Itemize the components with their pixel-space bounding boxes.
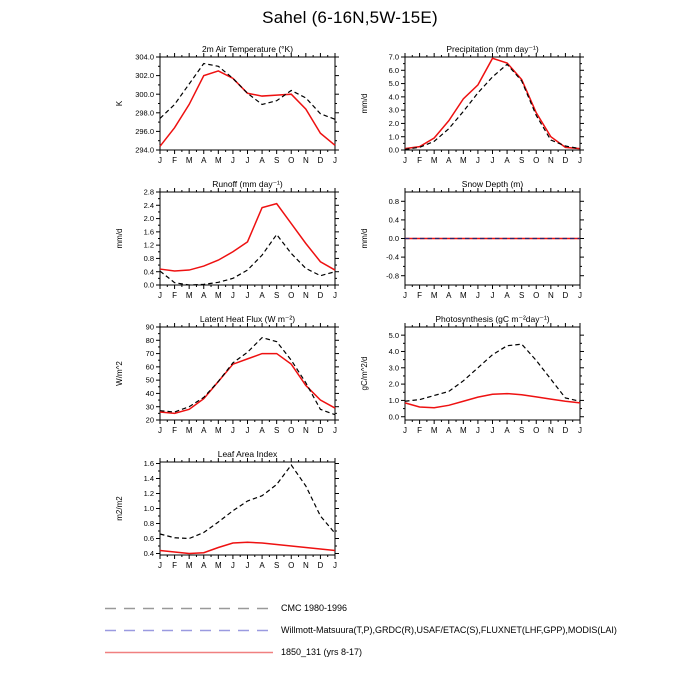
x-tick-label: F — [172, 291, 178, 300]
y-axis-label: mm/d — [360, 93, 369, 114]
x-tick-label: D — [317, 291, 324, 300]
model-series-line — [160, 204, 335, 271]
x-tick-label: M — [430, 426, 438, 435]
chart-leaf-area-index — [115, 449, 339, 570]
y-tick-label: 302.0 — [135, 71, 154, 81]
x-tick-label: S — [273, 561, 280, 570]
y-tick-label: 80 — [145, 335, 154, 345]
x-tick-label: J — [158, 156, 162, 165]
y-tick-label: 0.0 — [388, 145, 399, 155]
y-axis-label: W/m^2 — [115, 361, 124, 386]
obs-series-line — [160, 465, 335, 539]
x-tick-label: J — [333, 291, 337, 300]
y-tick-label: 5.0 — [388, 79, 399, 89]
solid-line-swatch-red — [105, 650, 273, 655]
y-tick-label: 304.0 — [135, 52, 154, 62]
y-tick-label: 30 — [145, 402, 154, 412]
x-tick-label: M — [214, 156, 222, 165]
plot-box — [405, 327, 580, 420]
model-series-line — [405, 58, 580, 148]
x-tick-label: M — [214, 291, 222, 300]
chart-air-temperature — [115, 44, 339, 165]
x-tick-label: D — [562, 156, 569, 165]
y-axis-label: mm/d — [360, 228, 369, 249]
model-series-line — [160, 354, 335, 414]
x-tick-label: D — [317, 156, 324, 165]
y-tick-label: -0.4 — [386, 252, 399, 262]
x-tick-label: M — [459, 426, 467, 435]
y-tick-label: 7.0 — [388, 52, 399, 62]
y-tick-label: 1.0 — [388, 132, 399, 142]
y-tick-label: 20 — [145, 415, 154, 425]
x-tick-label: A — [504, 426, 510, 435]
plot-box — [405, 57, 580, 150]
x-tick-label: J — [578, 156, 582, 165]
x-tick-label: J — [333, 156, 337, 165]
y-tick-label: 0.8 — [388, 196, 399, 206]
y-tick-label: 298.0 — [135, 108, 154, 118]
chart-title: Precipitation (mm day⁻¹) — [446, 44, 539, 54]
y-tick-label: 300.0 — [135, 89, 154, 99]
x-tick-label: J — [230, 426, 235, 435]
x-tick-label: M — [459, 156, 467, 165]
model-series-line — [405, 394, 580, 408]
y-tick-label: 1.0 — [143, 504, 154, 514]
x-tick-label: J — [245, 426, 250, 435]
y-tick-label: 3.0 — [388, 363, 399, 373]
x-tick-label: A — [504, 156, 510, 165]
x-tick-label: J — [475, 426, 480, 435]
chart-title: Snow Depth (m) — [461, 179, 524, 189]
x-tick-label: S — [518, 426, 525, 435]
x-tick-label: O — [288, 426, 295, 435]
y-tick-label: 1.2 — [143, 489, 154, 499]
chart-title: Photosynthesis (gC m⁻²day⁻¹) — [435, 314, 550, 324]
x-tick-label: M — [430, 291, 438, 300]
x-tick-label: J — [490, 156, 495, 165]
x-tick-label: D — [562, 291, 569, 300]
x-tick-label: N — [547, 426, 554, 435]
y-tick-label: 0.4 — [143, 267, 154, 277]
obs-series-line — [405, 64, 580, 149]
x-tick-label: S — [273, 426, 280, 435]
y-tick-label: 3.0 — [388, 105, 399, 115]
x-tick-label: O — [288, 291, 295, 300]
y-tick-label: 1.6 — [143, 459, 154, 469]
y-tick-label: 2.0 — [143, 214, 154, 224]
x-tick-label: A — [201, 291, 207, 300]
x-tick-label: J — [403, 291, 407, 300]
y-tick-label: 60 — [145, 362, 154, 372]
x-tick-label: N — [302, 426, 309, 435]
x-tick-label: A — [259, 426, 265, 435]
plot-box — [160, 462, 335, 555]
y-tick-label: 90 — [145, 322, 154, 332]
y-tick-label: 0.8 — [143, 254, 154, 264]
y-tick-label: 70 — [145, 349, 154, 359]
x-tick-label: J — [490, 426, 495, 435]
x-tick-label: O — [533, 426, 540, 435]
y-tick-label: 0.0 — [388, 234, 399, 244]
y-tick-label: 2.4 — [143, 200, 154, 210]
x-tick-label: J — [490, 291, 495, 300]
x-tick-label: J — [158, 426, 162, 435]
x-tick-label: D — [317, 426, 324, 435]
x-tick-label: S — [273, 156, 280, 165]
x-tick-label: A — [201, 561, 207, 570]
chart-snow-depth — [360, 179, 584, 300]
chart-title: Runoff (mm day⁻¹) — [212, 179, 283, 189]
x-tick-label: S — [518, 156, 525, 165]
model-series-line — [160, 71, 335, 146]
dashed-line-swatch-blue — [105, 628, 273, 633]
x-tick-label: O — [288, 561, 295, 570]
y-tick-label: -0.8 — [386, 271, 399, 281]
obs-series-line — [160, 64, 335, 120]
legend-label: 1850_131 (yrs 8-17) — [281, 647, 363, 657]
x-tick-label: M — [214, 426, 222, 435]
x-tick-label: J — [475, 291, 480, 300]
plot-box — [160, 192, 335, 285]
x-tick-label: N — [302, 291, 309, 300]
x-tick-label: F — [172, 561, 178, 570]
x-tick-label: J — [230, 561, 235, 570]
y-tick-label: 1.6 — [143, 227, 154, 237]
x-tick-label: M — [185, 561, 193, 570]
y-tick-label: 0.6 — [143, 534, 154, 544]
y-tick-label: 2.8 — [143, 187, 154, 197]
figure-title: Sahel (6-16N,5W-15E) — [262, 8, 438, 27]
y-tick-label: 0.8 — [143, 519, 154, 529]
x-tick-label: A — [504, 291, 510, 300]
y-tick-label: 0.4 — [388, 215, 399, 225]
chart-title: Leaf Area Index — [217, 449, 278, 459]
y-tick-label: 2.0 — [388, 379, 399, 389]
legend-item-cmc — [105, 601, 347, 615]
x-tick-label: J — [245, 561, 250, 570]
y-axis-label: m2/m2 — [115, 496, 124, 521]
x-tick-label: A — [446, 426, 452, 435]
y-tick-label: 1.2 — [143, 240, 154, 250]
x-tick-label: J — [578, 426, 582, 435]
x-tick-label: J — [158, 291, 162, 300]
x-tick-label: J — [245, 156, 250, 165]
x-tick-label: J — [403, 156, 407, 165]
x-tick-label: M — [430, 156, 438, 165]
x-tick-label: F — [172, 426, 178, 435]
y-tick-label: 6.0 — [388, 65, 399, 75]
plot-box — [160, 57, 335, 150]
x-tick-label: J — [230, 291, 235, 300]
x-tick-label: F — [417, 426, 423, 435]
x-tick-label: A — [201, 156, 207, 165]
y-tick-label: 1.4 — [143, 474, 154, 484]
plot-box — [160, 327, 335, 420]
x-tick-label: A — [259, 156, 265, 165]
chart-title: 2m Air Temperature (°K) — [201, 44, 294, 54]
x-tick-label: A — [446, 291, 452, 300]
x-tick-label: D — [317, 561, 324, 570]
x-tick-label: M — [185, 426, 193, 435]
x-tick-label: O — [533, 291, 540, 300]
y-axis-label: gC/m^2/d — [360, 356, 369, 391]
x-tick-label: J — [578, 291, 582, 300]
obs-series-line — [160, 338, 335, 415]
x-tick-label: F — [417, 291, 423, 300]
obs-series-line — [405, 344, 580, 401]
x-tick-label: J — [475, 156, 480, 165]
x-tick-label: J — [333, 561, 337, 570]
y-tick-label: 0.0 — [388, 412, 399, 422]
y-axis-label: mm/d — [115, 228, 124, 249]
y-tick-label: 4.0 — [388, 92, 399, 102]
legend-label: Willmott-Matsuura(T,P),GRDC(R),USAF/ETAC(S),FLUXNET(LHF,GPP),MODIS(LAI) — [281, 625, 617, 635]
x-tick-label: J — [245, 291, 250, 300]
x-tick-label: F — [417, 156, 423, 165]
dashed-line-swatch-gray — [105, 606, 273, 611]
x-tick-label: N — [547, 291, 554, 300]
legend-item-model — [105, 645, 362, 659]
y-tick-label: 40 — [145, 389, 154, 399]
x-tick-label: M — [214, 561, 222, 570]
chart-precipitation — [360, 44, 584, 165]
x-tick-label: F — [172, 156, 178, 165]
x-tick-label: S — [273, 291, 280, 300]
y-tick-label: 4.0 — [388, 347, 399, 357]
x-tick-label: A — [259, 291, 265, 300]
x-tick-label: N — [547, 156, 554, 165]
y-tick-label: 294.0 — [135, 145, 154, 155]
x-tick-label: A — [446, 156, 452, 165]
model-series-line — [160, 542, 335, 553]
x-tick-label: O — [533, 156, 540, 165]
y-tick-label: 5.0 — [388, 330, 399, 340]
x-tick-label: D — [562, 426, 569, 435]
x-tick-label: S — [518, 291, 525, 300]
legend-item-obs-composite — [105, 623, 617, 637]
chart-photosynthesis — [360, 314, 584, 435]
y-tick-label: 50 — [145, 375, 154, 385]
y-tick-label: 296.0 — [135, 127, 154, 136]
y-tick-label: 2.0 — [388, 119, 399, 129]
x-tick-label: J — [333, 426, 337, 435]
y-tick-label: 1.0 — [388, 396, 399, 406]
y-tick-label: 0.4 — [143, 549, 154, 559]
x-tick-label: M — [185, 156, 193, 165]
x-tick-label: N — [302, 561, 309, 570]
x-tick-label: M — [185, 291, 193, 300]
chart-title: Latent Heat Flux (W m⁻²) — [199, 314, 296, 324]
chart-runoff — [115, 179, 339, 300]
x-tick-label: M — [459, 291, 467, 300]
x-tick-label: A — [201, 426, 207, 435]
x-tick-label: A — [259, 561, 265, 570]
y-tick-label: 0.0 — [143, 280, 154, 290]
x-tick-label: J — [158, 561, 162, 570]
x-tick-label: O — [288, 156, 295, 165]
x-tick-label: J — [230, 156, 235, 165]
x-tick-label: J — [403, 426, 407, 435]
chart-latent-heat-flux — [115, 314, 339, 435]
y-axis-label: K — [115, 100, 124, 107]
x-tick-label: N — [302, 156, 309, 165]
legend-label: CMC 1980-1996 — [281, 603, 348, 613]
